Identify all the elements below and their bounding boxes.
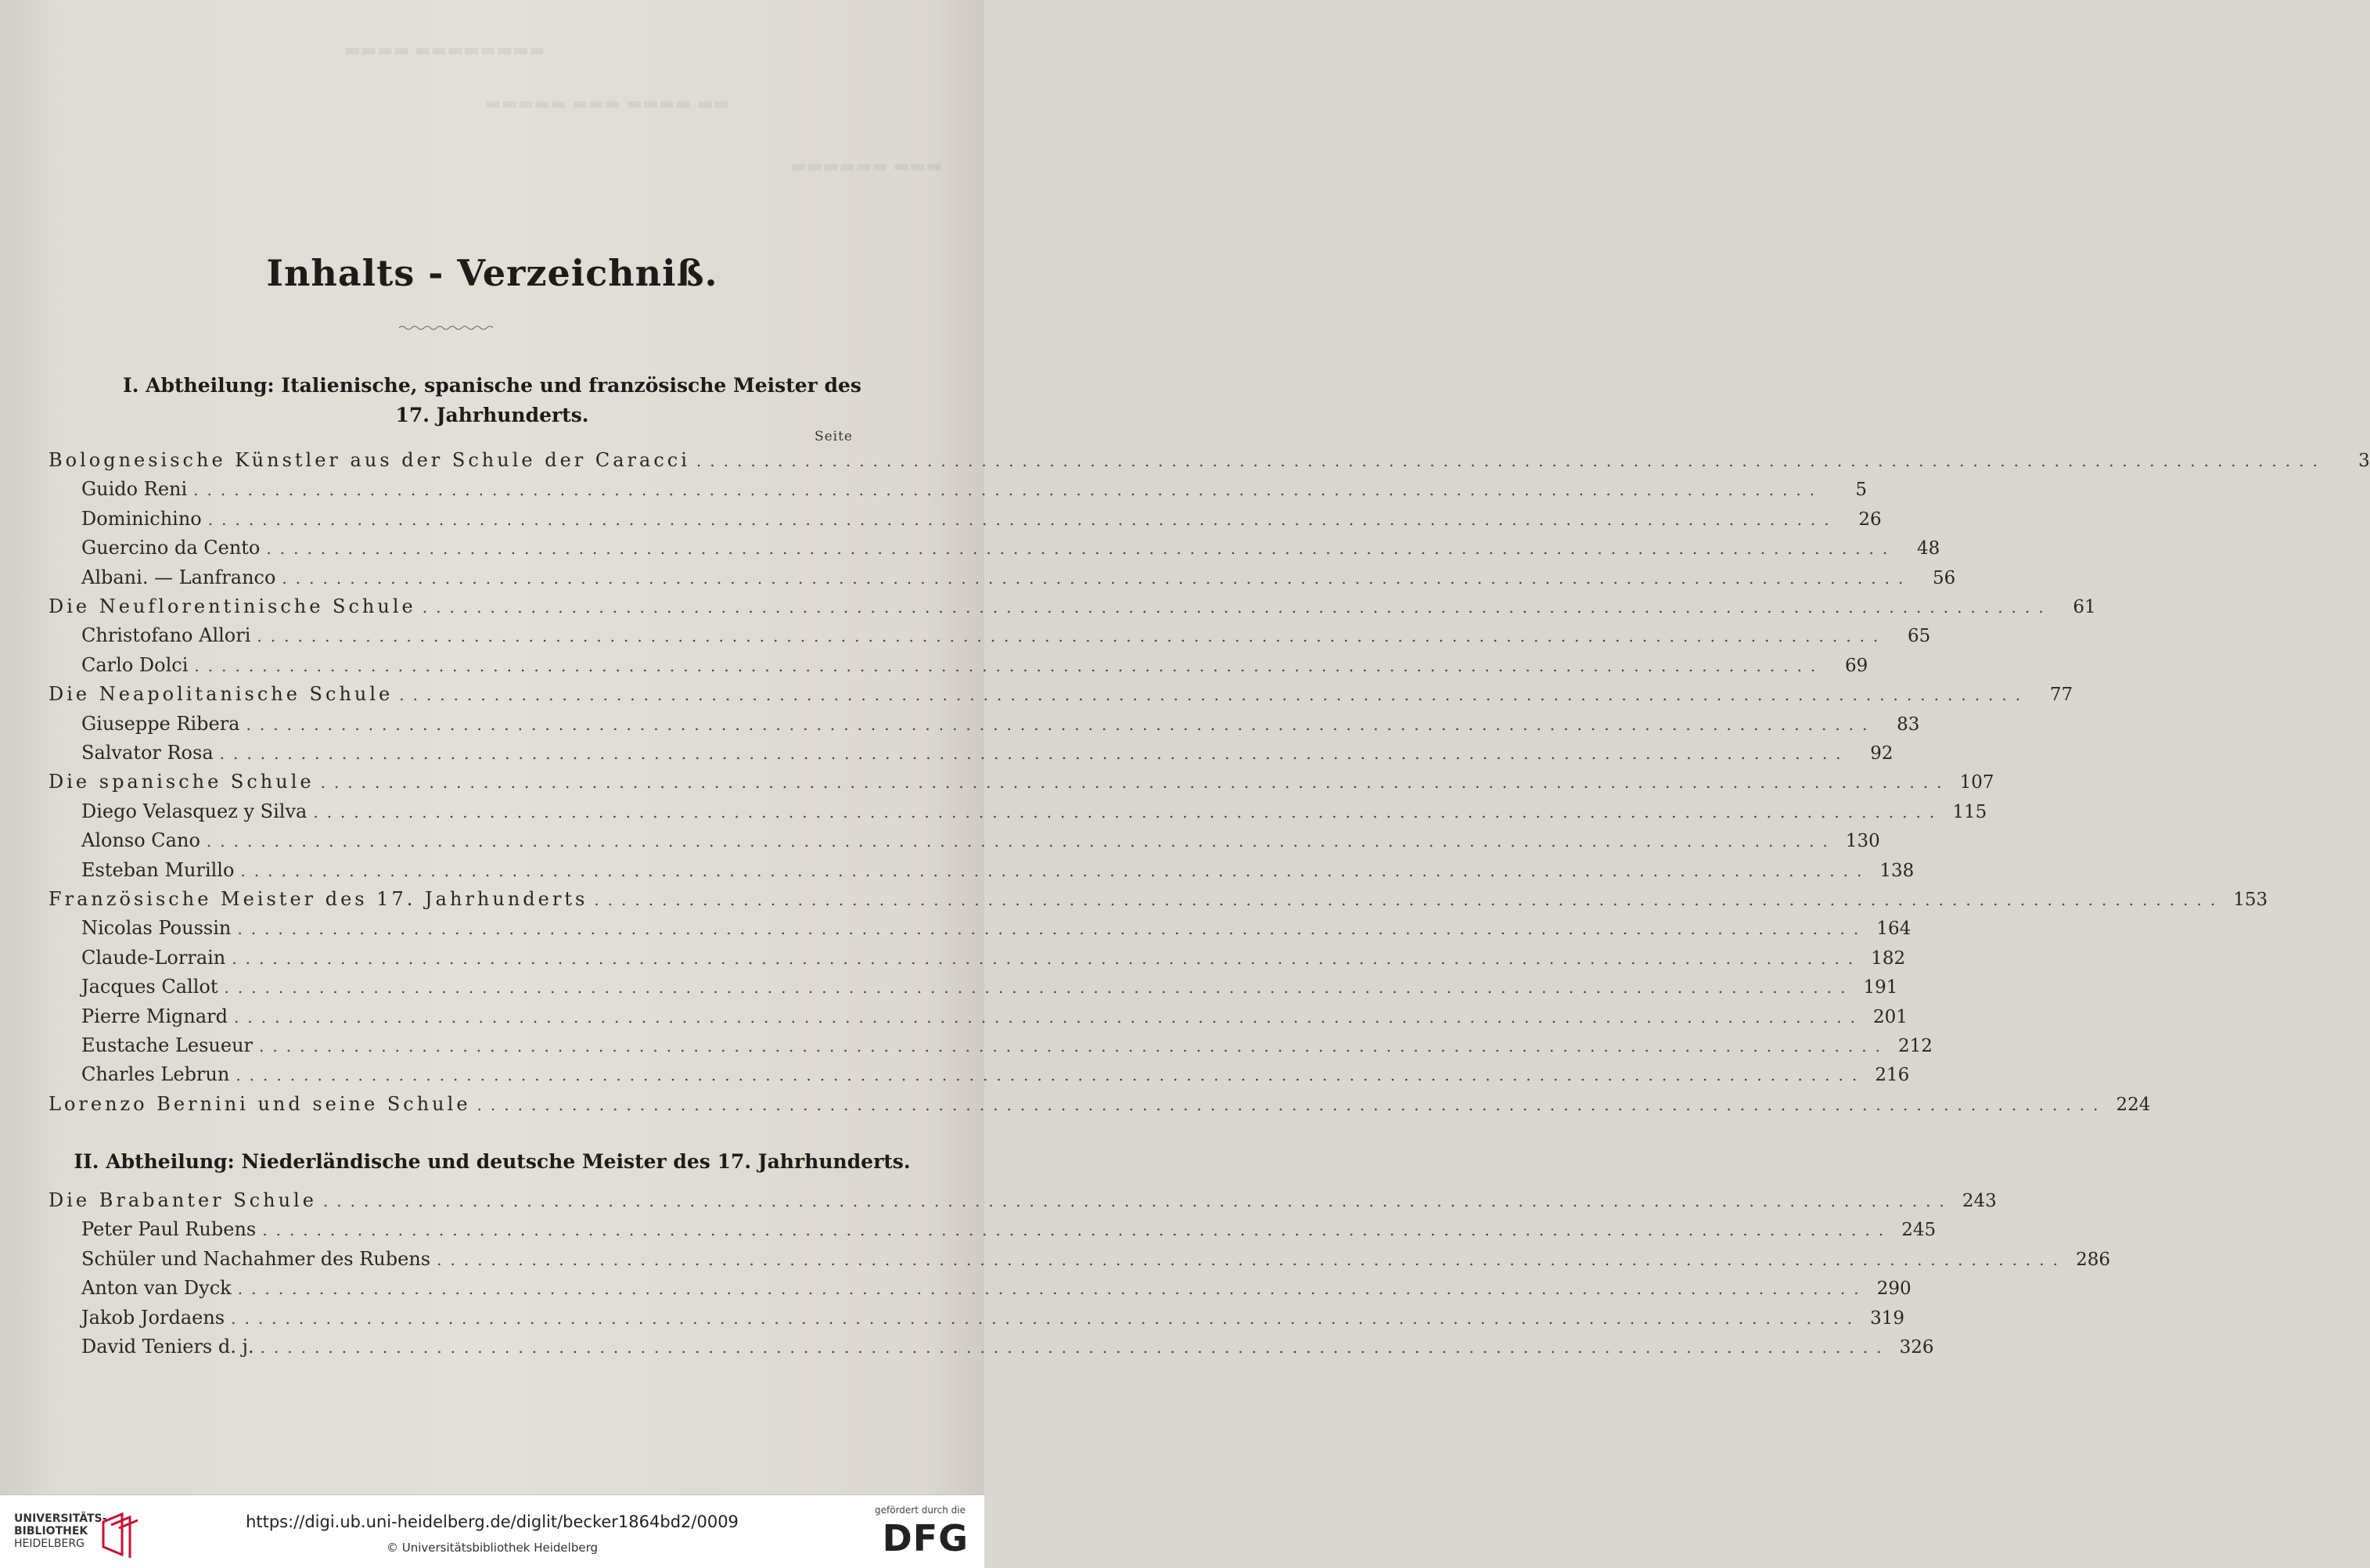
toc-entry-page-number: 326 <box>1899 1337 1934 1358</box>
dot-leader: ........................................................................................................................ <box>237 919 1868 939</box>
dot-leader: ........................................................................................................................ <box>259 1037 1889 1056</box>
toc-entry-page-number: 153 <box>2233 890 2268 910</box>
dot-leader: ........................................................................................................................ <box>257 627 1887 646</box>
toc-entry-page-number: 3 <box>2358 451 2370 471</box>
toc-entry[interactable] <box>49 1336 1934 1364</box>
dot-leader: ........................................................................................................................ <box>193 480 1824 500</box>
toc-entry[interactable] <box>49 478 1868 506</box>
toc-entry[interactable] <box>49 1092 2151 1121</box>
dot-leader: ........................................................................................................................ <box>320 773 1951 793</box>
toc-entry-page-number: 56 <box>1933 567 1956 588</box>
toc-entry-page-number: 130 <box>1845 831 1880 852</box>
toc-entry[interactable] <box>49 858 1915 887</box>
toc-entry-page-number: 77 <box>2049 685 2073 706</box>
toc-entry-title: Salvator Rosa <box>81 742 214 764</box>
toc-entry[interactable] <box>49 566 1956 595</box>
toc-entry-title: Esteban Murillo <box>81 858 235 881</box>
toc-entry-title: Die spanische Schule <box>49 771 315 793</box>
toc-entry[interactable] <box>49 976 1898 1004</box>
toc-entry-page-number: 245 <box>1901 1220 1937 1241</box>
toc-entry-title: Giuseppe Ribera <box>81 712 240 735</box>
toc-entry-title: Die Neuflorentinische Schule <box>49 595 416 617</box>
toc-entry-title: Carlo Dolci <box>81 653 189 676</box>
toc-entry-title: Die Brabanter Schule <box>49 1189 317 1211</box>
toc-entry-page-number: 319 <box>1870 1307 1904 1329</box>
toc-entry-page-number: 65 <box>1908 626 1931 647</box>
toc-entry[interactable] <box>49 1218 1937 1246</box>
section-heading-line: 17. Jahrhunderts. <box>395 404 589 426</box>
toc-entry-title: Eustache Lesueur <box>81 1034 254 1056</box>
toc-entry[interactable] <box>49 917 1911 945</box>
dfg-logo[interactable]: DFG <box>882 1517 969 1559</box>
toc-entry-title: Albani. — Lanfranco <box>81 566 276 588</box>
copyright-notice: © Universitätsbibliothek Heidelberg <box>386 1541 598 1555</box>
toc-entry-title: Lorenzo Bernini und seine Schule <box>49 1092 471 1115</box>
toc-entry-title: Guido Reni <box>81 478 188 501</box>
toc-entry-title: Pierre Mignard <box>81 1005 228 1027</box>
toc-entry[interactable] <box>49 1063 1910 1091</box>
toc-entry[interactable] <box>49 1247 2110 1276</box>
section-heading-line: II. Abtheilung: Niederländische und deutsche Meister des 17. Jahrhunderts. <box>74 1150 911 1173</box>
toc-entry[interactable] <box>49 800 1987 829</box>
toc-entry-title: Jacques Callot <box>81 976 218 998</box>
toc-entry-page-number: 138 <box>1879 860 1915 881</box>
toc-entry-title: Die Neapolitanische Schule <box>49 683 394 706</box>
dot-leader: ........................................................................................................................ <box>260 1338 1890 1357</box>
dot-leader: ........................................................................................................................ <box>246 714 1876 734</box>
toc-entry[interactable] <box>49 829 1880 858</box>
bleed-through-text: ▬▬▬▬▬▬ ▬▬▬ <box>790 156 943 176</box>
toc-entry[interactable] <box>49 624 1931 653</box>
toc-entry-title: Claude-Lorrain <box>81 946 226 969</box>
dot-leader: ........................................................................................................................ <box>194 656 1825 675</box>
dot-leader: ........................................................................................................................ <box>206 832 1836 851</box>
toc-entry-page-number: 182 <box>1871 948 1906 969</box>
toc-entry-title: Guercino da Cento <box>81 537 261 559</box>
toc-entry-page-number: 5 <box>1855 480 1868 501</box>
page-title: Inhalts - Verzeichniß. <box>266 252 718 294</box>
toc-entry-title: Alonso Cano <box>81 829 200 852</box>
dot-leader: ........................................................................................................................ <box>266 539 1897 559</box>
toc-entry[interactable] <box>49 888 2268 916</box>
toc-entry-title: Nicolas Poussin <box>81 917 232 940</box>
toc-entry-page-number: 115 <box>1952 801 1987 822</box>
toc-entry-page-number: 243 <box>1962 1191 1997 1211</box>
document-url-link[interactable]: https://digi.ub.uni-heidelberg.de/diglit/becker1864bd2/0009 <box>246 1512 739 1531</box>
dot-leader: ........................................................................................................................ <box>399 685 2030 705</box>
toc-entry[interactable] <box>49 1277 1911 1305</box>
toc-entry[interactable] <box>49 537 1940 565</box>
toc-entry-page-number: 48 <box>1916 538 1940 559</box>
bleed-through-text: ▬▬▬▬▬ ▬▬▬ ▬▬▬▬ ▬▬ <box>485 94 729 113</box>
toc-entry-page-number: 69 <box>1845 655 1868 676</box>
toc-entry-page-number: 107 <box>1959 772 1994 793</box>
toc-entry-title: David Teniers d. j. <box>81 1336 254 1358</box>
bleed-through-text: ▬▬▬▬ ▬▬▬▬▬▬▬▬ <box>344 41 545 60</box>
toc-entry[interactable] <box>49 1189 1997 1217</box>
dot-leader: ........................................................................................................................ <box>282 568 1912 588</box>
dot-leader: ........................................................................................................................ <box>234 1007 1864 1027</box>
toc-entry[interactable] <box>49 742 1893 770</box>
viewer-footer <box>0 1494 984 1568</box>
toc-entry-title: Christofano Allori <box>81 624 251 647</box>
dot-leader: ........................................................................................................................ <box>422 598 2052 617</box>
toc-entry-title: Dominichino <box>81 507 202 530</box>
funding-label: gefördert durch die <box>875 1505 966 1516</box>
toc-entry-page-number: 83 <box>1897 714 1920 735</box>
toc-entry-title: Charles Lebrun <box>81 1063 230 1086</box>
toc-entry-title: Peter Paul Rubens <box>81 1218 257 1241</box>
section-heading-line: I. Abtheilung: Italienische, spanische und französische Meister des <box>123 374 861 397</box>
toc-entry[interactable] <box>49 712 1920 741</box>
toc-entry-title: Jakob Jordaens <box>81 1306 225 1329</box>
dot-leader: ........................................................................................................................ <box>236 1066 1866 1085</box>
toc-entry-page-number: 216 <box>1875 1065 1910 1086</box>
toc-entry[interactable] <box>49 1005 1908 1034</box>
title-ornament <box>399 322 496 333</box>
dot-leader: ........................................................................................................................ <box>696 451 2326 470</box>
toc-entry[interactable] <box>49 683 2073 711</box>
toc-entry-title: Diego Velasquez y Silva <box>81 800 307 822</box>
dot-leader: ........................................................................................................................ <box>240 861 1871 880</box>
section-heading-1 <box>0 371 984 430</box>
dot-leader: ........................................................................................................................ <box>219 744 1850 763</box>
toc-entry-title: Bolognesische Künstler aus der Schule der Caracci <box>49 449 690 471</box>
dot-leader: ........................................................................................................................ <box>262 1221 1893 1240</box>
toc-entry[interactable] <box>49 1306 1904 1335</box>
toc-entry[interactable] <box>49 449 2370 477</box>
section-heading-2 <box>0 1147 984 1177</box>
toc-entry-page-number: 92 <box>1870 743 1893 764</box>
dot-leader: ........................................................................................................................ <box>231 1308 1861 1328</box>
toc-entry-page-number: 290 <box>1876 1278 1911 1300</box>
toc-entry-page-number: 201 <box>1873 1006 1908 1027</box>
toc-entry-page-number: 224 <box>2116 1094 2151 1115</box>
toc-entry-page-number: 164 <box>1876 919 1911 940</box>
toc-entry-page-number: 61 <box>2073 597 2096 617</box>
toc-entry-page-number: 26 <box>1858 509 1882 530</box>
dot-leader: ........................................................................................................................ <box>477 1095 2107 1114</box>
dot-leader: ........................................................................................................................ <box>322 1192 1953 1210</box>
toc-entry-title: Schüler und Nachahmer des Rubens <box>81 1247 431 1270</box>
toc-entry[interactable] <box>49 595 2096 624</box>
toc-entry-page-number: 212 <box>1898 1036 1933 1056</box>
toc-entry[interactable] <box>49 507 1882 536</box>
library-logo-text[interactable]: UNIVERSITÄTS- BIBLIOTHEK HEIDELBERG <box>14 1512 107 1550</box>
toc-entry[interactable] <box>49 946 1906 975</box>
dot-leader: ........................................................................................................................ <box>437 1250 2066 1269</box>
toc-entry-title: Französische Meister des 17. Jahrhunderts <box>49 888 588 910</box>
dot-leader: ........................................................................................................................ <box>232 948 1862 968</box>
toc-entry[interactable] <box>49 771 1994 799</box>
toc-entry-page-number: 191 <box>1863 977 1898 998</box>
dot-leader: ........................................................................................................................ <box>237 1279 1868 1299</box>
dot-leader: ........................................................................................................................ <box>224 978 1854 998</box>
toc-entry[interactable] <box>49 1034 1933 1063</box>
toc-entry-page-number: 286 <box>2076 1249 2110 1270</box>
toc-entry-title: Anton van Dyck <box>81 1277 232 1300</box>
toc-entry[interactable] <box>49 653 1868 682</box>
dot-leader: ........................................................................................................................ <box>594 890 2224 909</box>
dot-leader: ........................................................................................................................ <box>313 802 1944 822</box>
dot-leader: ........................................................................................................................ <box>207 509 1838 529</box>
page-column-label: Seite <box>814 429 853 444</box>
